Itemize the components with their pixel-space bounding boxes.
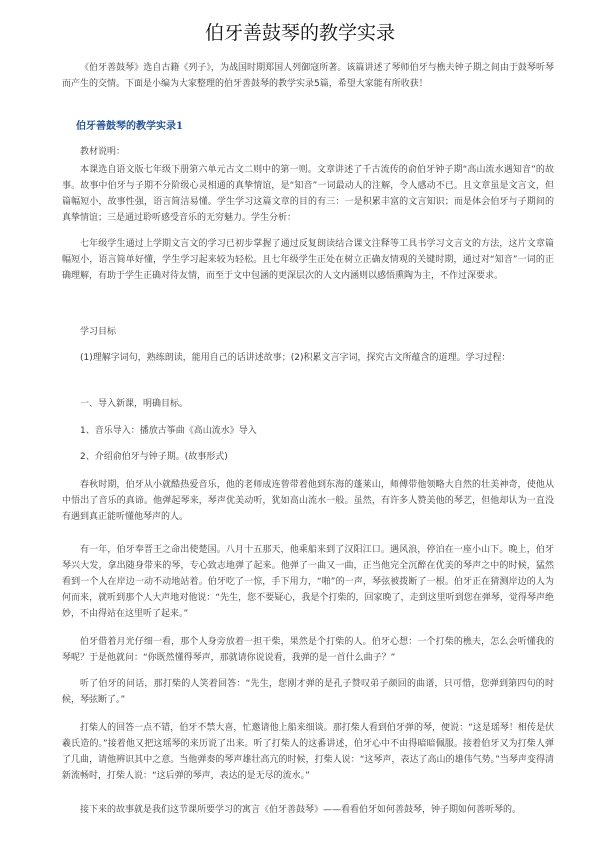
section-heading: 伯牙善鼓琴的教学实录1	[76, 121, 183, 132]
intro-paragraph: 《伯牙善鼓琴》选自古籍《列子》，为战国时期郑国人列御寇所著。该篇讲述了琴师伯牙与樵夫钟子期之间由于鼓琴听琴而产生的交情。下面是小编为大家整理的伯牙善鼓琴的教学实录5篇，希望大家能有所收获！	[62, 63, 554, 89]
step-1-2: 2、介绍俞伯牙与钟子期。(故事形式)	[80, 452, 228, 462]
paragraph-student-analysis: 七年级学生通过上学期文言文的学习已初步掌握了通过反复朗读结合课文注释等工具书学习文言文的方法，这片文章篇幅短小，语言简单好懂，学生学习起来较为轻松。且七年级学生正处在树立正确友情观的关键时期，通过对“知音”一词的正确理解，有助于学生正确对待友情，而至于文中包涵的更深层次的人文内涵则以感悟熏陶为主，不作过深要求。	[62, 239, 554, 281]
story-paragraph-4: 听了伯牙的问话，那打柴的人笑着回答：“先生，您刚才弹的是孔子赞叹弟子颜回的曲谱，只可惜，您弹到第四句的时候，琴弦断了。”	[62, 679, 554, 705]
story-paragraph-2: 有一年，伯牙奉晋王之命出使楚国。八月十五那天，他乘船来到了汉阳江口。遇风浪，停泊在一座小山下。晚上，伯牙琴兴大发，拿出随身带来的琴，专心致志地弹了起来。他弹了一曲又一曲，正当他完全沉醉在优美的琴声之中的时候，猛然看到一个人在岸边一动不动地站着。伯牙吃了一惊，手下用力，“啪”的一声，琴弦被拨断了一根。伯牙正在猜测岸边的人为何而来，就听到那个人大声地对他说：“先生，您不要疑心，我是个打柴的，回家晚了，走到这里听到您在弹琴，觉得琴声绝妙，不由得站在这里听了起来。”	[62, 545, 554, 619]
story-paragraph-5: 打柴人的回答一点不错，伯牙不禁大喜，忙邀请他上船来细谈。那打柴人看到伯牙弹的琴，便说：“这是瑶琴！相传是伏羲氏造的。”接着他又把这瑶琴的来历说了出来。听了打柴人的这番讲述，伯牙心中不由得暗暗佩服。接着伯牙又为打柴人弹了几曲，请他辨识其中之意。当他弹奏的琴声雄壮高亢的时候，打柴人说：“这琴声，表达了高山的雄伟气势。”当琴声变得清新流畅时，打柴人说：“这后弹的琴声，表达的是无尽的流水。”	[62, 723, 554, 781]
paragraph-teaching-materials: 本课选自语文版七年级下册第六单元古文二则中的第一则。文章讲述了千古流传的俞伯牙钟子期“高山流水遇知音”的故事。故事中伯牙与子期不分阶级心灵相通的真挚情谊，是“知音”一词最动人的注解，令人感动不已。且文章虽是文言文，但篇幅短小，故事性强，语言简洁易懂。学生学习这篇文章的目的有三：一是积累丰富的文言知识；而是体会伯牙与子期间的真挚情谊；三是通过聆听感受音乐的无穷魅力。学生分析：	[62, 165, 554, 223]
story-paragraph-6: 接下来的故事就是我们这节课所要学习的寓言《伯牙善鼓琴》——看看伯牙如何善鼓琴，钟子期如何善听琴的。	[80, 805, 522, 815]
label-learning-goals: 学习目标	[80, 327, 117, 337]
step-1-1: 1、音乐导入：播放古筝曲《高山流水》导入	[80, 426, 257, 436]
page-title: 伯牙善鼓琴的教学实录	[204, 22, 395, 44]
paragraph-learning-goals: (1)理解字词句，熟练朗读，能用自己的话讲述故事；(2)积累文言字词，探究古文所蕴含的道理。学习过程：	[80, 353, 511, 363]
step-1: 一、导入新课，明确目标。	[80, 399, 189, 409]
label-teaching-materials: 教材说明：	[80, 147, 126, 157]
story-paragraph-1: 春秋时期，伯牙从小就酷热爱音乐，他的老师成连曾带着他到东海的蓬莱山，师傅带他领略大自然的壮美神奇，使他从中悟出了音乐的真谛。他弹起琴来，琴声优美动听，犹如高山流水一般。虽然，有许多人赞美他的琴艺，但他却认为一直没有遇到真正能听懂他琴声的人。	[62, 480, 554, 522]
story-paragraph-3: 伯牙借着月光仔细一看，那个人身旁放着一担干柴，果然是个打柴的人。伯牙心想：一个打柴的樵夫，怎么会听懂我的琴呢？于是他就问：“你既然懂得琴声，那就请你说说看，我弹的是一首什么曲子？”	[62, 637, 554, 663]
